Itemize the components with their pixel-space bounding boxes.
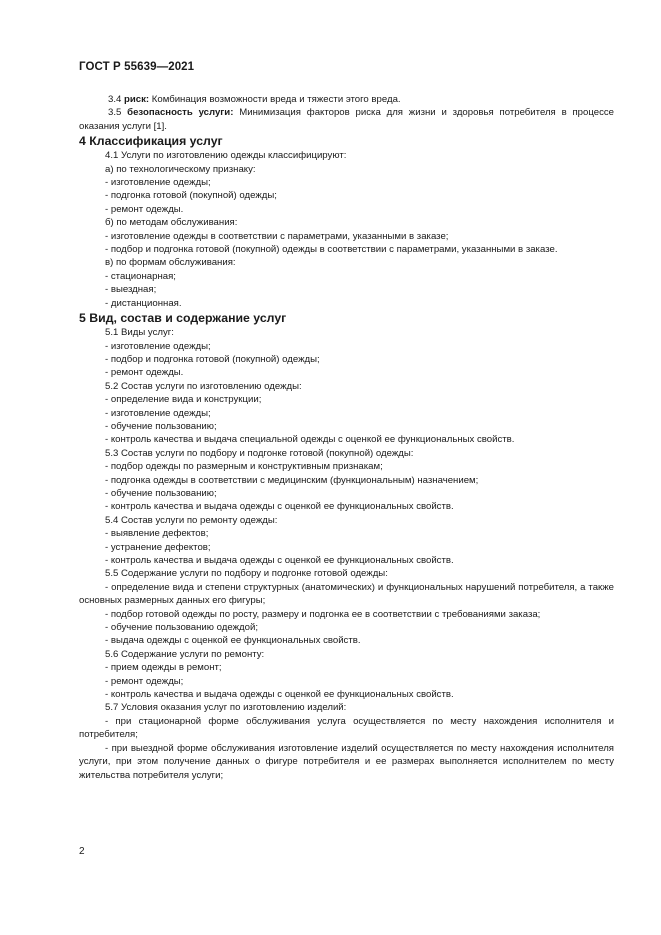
list-item: - обучение пользованию;: [105, 420, 217, 432]
paragraph: 5.6 Содержание услуги по ремонту:: [105, 648, 265, 660]
term-3-5: [79, 106, 614, 133]
paragraph: 5.5 Содержание услуги по подбору и подгонке готовой одежды:: [105, 568, 388, 580]
term-name: риск:: [124, 94, 150, 105]
list-item: - контроль качества и выдача одежды с оценкой ее функциональных свойств.: [105, 501, 454, 513]
list-item: - ремонт одежды;: [105, 675, 184, 687]
list-item: - подбор и подгонка готовой (покупной) одежды в соответствии с параметрами, указанными в заказе.: [105, 244, 558, 256]
term-3-4: [79, 93, 614, 106]
paragraph: 5.4 Состав услуги по ремонту одежды:: [105, 514, 278, 526]
list-item: - изготовление одежды;: [105, 407, 211, 419]
list-item: а) по технологическому признаку:: [105, 163, 256, 175]
list-item: - дистанционная.: [105, 297, 182, 309]
paragraph: 5.7 Условия оказания услуг по изготовлению изделий:: [105, 702, 347, 714]
list-item: - подгонка одежды в соответствии с медицинским (функциональным) назначением;: [105, 474, 479, 486]
paragraph: 5.3 Состав услуги по подбору и подгонке готовой (покупной) одежды:: [105, 447, 414, 459]
list-item: - подбор одежды по размерным и конструктивным признакам;: [105, 461, 383, 473]
page-number: 2: [79, 846, 85, 857]
list-item: - прием одежды в ремонт;: [105, 662, 222, 674]
list-item: - обучение пользованию;: [105, 487, 217, 499]
list-item: - обучение пользованию одеждой;: [105, 622, 258, 634]
document-body: [79, 93, 614, 782]
term-name: безопасность услуги:: [127, 107, 234, 119]
list-item: в) по формам обслуживания:: [105, 257, 236, 269]
list-item: - подгонка готовой (покупной) одежды;: [105, 190, 277, 202]
list-item: - определение вида и конструкции;: [105, 394, 262, 406]
list-item: - контроль качества и выдача специальной одежды с оценкой ее функциональных свойств.: [105, 434, 515, 446]
list-item: - изготовление одежды;: [105, 340, 211, 352]
list-item: - подбор и подгонка готовой (покупной) одежды;: [105, 353, 320, 365]
list-item: - стационарная;: [105, 270, 176, 282]
section-5-title: 5 Вид, состав и содержание услуг: [79, 311, 287, 326]
term-number: 3.5: [108, 107, 122, 119]
paragraph: 5.1 Виды услуг:: [105, 327, 174, 339]
list-item: - изготовление одежды;: [105, 177, 211, 189]
term-number: 3.4: [108, 94, 122, 105]
list-item: - изготовление одежды в соответствии с параметрами, указанными в заказе;: [105, 230, 449, 242]
list-item: - выявление дефектов;: [105, 528, 209, 540]
list-item: - выездная;: [105, 284, 157, 296]
list-item: - при стационарной форме обслуживания услуга осуществляется по месту нахождения исполнителя и потребителя;: [79, 715, 614, 741]
list-item: - подбор готовой одежды по росту, размеру и подгонка ее в соответствии с требованиями заказа;: [105, 608, 541, 620]
list-item: - ремонт одежды.: [105, 367, 184, 379]
list-item: - ремонт одежды.: [105, 203, 184, 215]
list-item: - устранение дефектов;: [105, 541, 211, 553]
document-header: ГОСТ Р 55639—2021: [79, 61, 195, 73]
list-item: - контроль качества и выдача одежды с оценкой ее функциональных свойств.: [105, 689, 454, 701]
list-item: б) по методам обслуживания:: [105, 217, 238, 229]
term-definition: Комбинация возможности вреда и тяжести этого вреда.: [151, 94, 401, 105]
paragraph: 4.1 Услуги по изготовлению одежды классифицируют:: [105, 150, 347, 162]
paragraph: 5.2 Состав услуги по изготовлению одежды:: [105, 380, 302, 392]
list-item: - контроль качества и выдача одежды с оценкой ее функциональных свойств.: [105, 555, 454, 566]
list-item: - выдача одежды с оценкой ее функциональных свойств.: [105, 635, 361, 647]
list-item: - определение вида и степени структурных (анатомических) и функциональных нарушений потребителя, а также основных размерных данных его фигуры;: [79, 581, 614, 607]
term-definition: Минимизация факторов риска для жизни и здоровья потребителя в процессе оказания услуги [1].: [79, 107, 615, 132]
list-item: - при выездной форме обслуживания изготовление изделий осуществляется по месту нахождения исполнителя услуги, при этом получение данных о фигуре потребителя и ее размерах выполняется исполнителем по месту жительства потребителя услуги;: [79, 742, 614, 781]
section-4-title: 4 Классификация услуг: [79, 134, 223, 149]
